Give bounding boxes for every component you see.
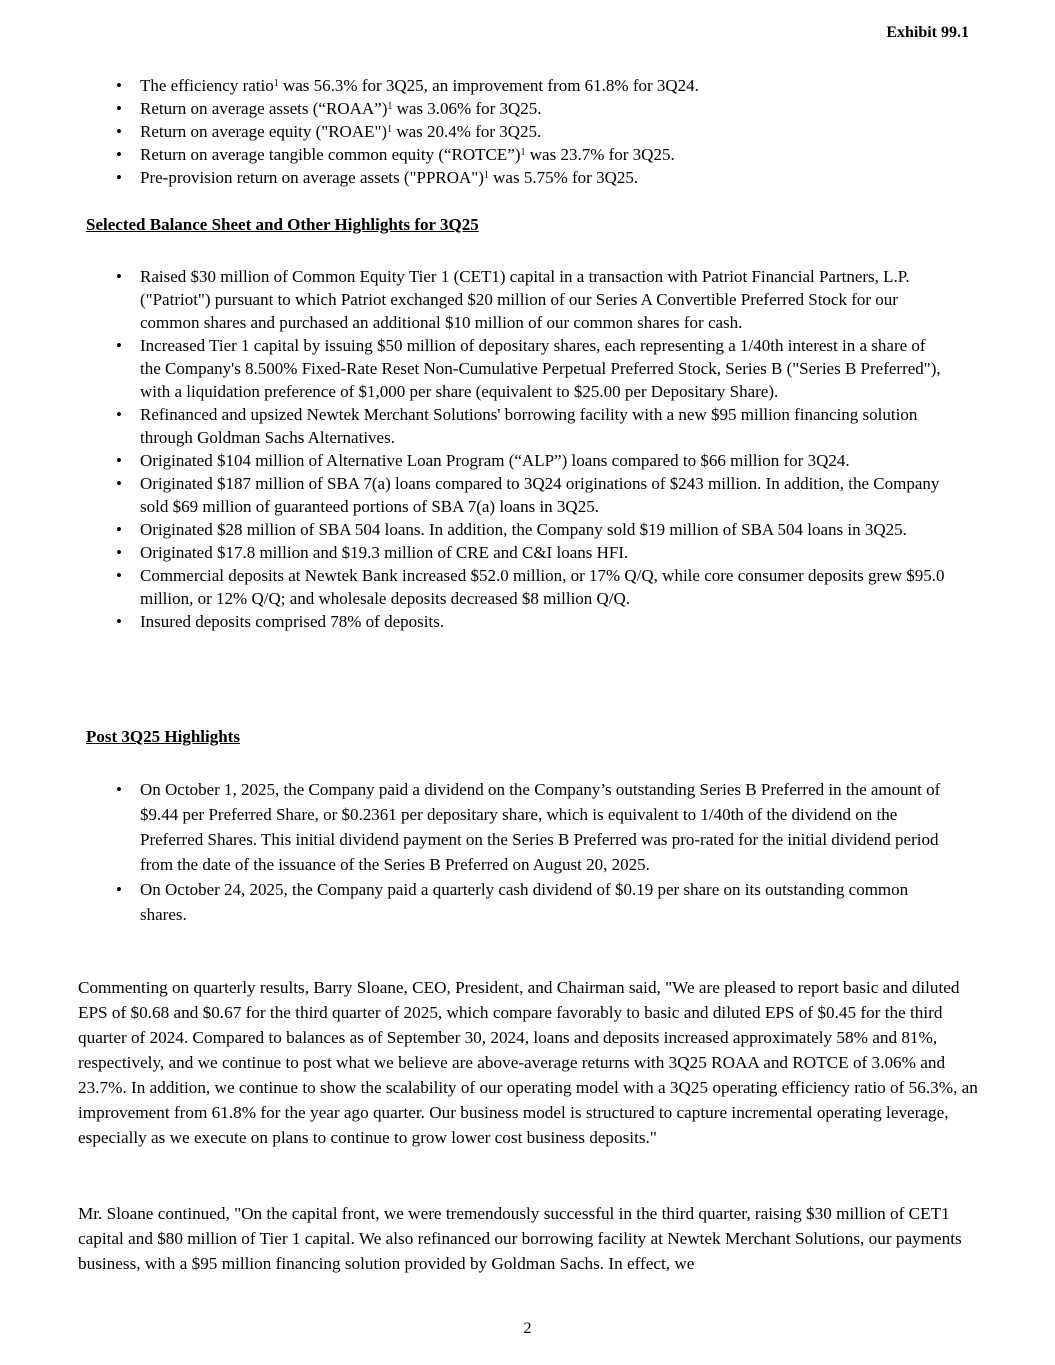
bullet-text: was 23.7% for 3Q25.: [525, 145, 675, 164]
bullet-text: Return on average assets (“ROAA”): [140, 99, 388, 118]
bullet-glyph: •: [116, 566, 122, 585]
balance-item: [0, 449, 1055, 472]
balance-item: [0, 265, 1055, 334]
footnote-marker: 1: [520, 147, 526, 158]
bullet-glyph: •: [116, 405, 122, 424]
bullet-glyph: •: [116, 520, 122, 539]
balance-sheet-list: [0, 265, 1055, 633]
bullet-text: Refinanced and upsized Newtek Merchant Solutions' borrowing facility with a new $95 million financing solution through Goldman Sachs Alternatives.: [140, 405, 918, 447]
bullet-glyph: •: [116, 76, 122, 95]
ceo-commentary-paragraph: Commenting on quarterly results, Barry Sloane, CEO, President, and Chairman said, "We are pleased to report basic and diluted EPS of $0.68 and $0.67 for the third quarter of 2025, which compare favorably to basic and diluted EPS of $0.45 for the third quarter of 2024. Compared to balances as of September 30, 2024, loans and deposits increased approximately 58% and 81%, respectively, and we continue to post what we believe are above-average returns with 3Q25 ROAA and ROTCE of 3.06% and 23.7%. In addition, we continue to show the scalability of our operating model with a 3Q25 operating efficiency ratio of 56.3%, an improvement from 61.8% for the year ago quarter. Our business model is structured to capture incremental operating leverage, especially as we execute on plans to continue to grow lower cost business deposits.": [78, 978, 978, 1147]
bullet-glyph: •: [116, 145, 122, 164]
bullet-text: Originated $17.8 million and $19.3 million of CRE and C&I loans HFI.: [140, 543, 629, 562]
balance-item: [0, 564, 1055, 610]
bullet-glyph: •: [116, 780, 122, 799]
bullet-glyph: •: [116, 612, 122, 631]
key-metrics-list: [0, 74, 1055, 189]
bullet-text: Originated $187 million of SBA 7(a) loans compared to 3Q24 originations of $243 million. In addition, the Company sold $69 million of guaranteed portions of SBA 7(a) loans in 3Q25.: [140, 474, 940, 516]
bullet-glyph: •: [116, 168, 122, 187]
footnote-marker: 1: [387, 124, 393, 135]
footnote-marker: 1: [273, 78, 279, 89]
bullet-text: Return on average tangible common equity (“ROTCE”): [140, 145, 521, 164]
metric-item: [0, 97, 1055, 120]
footnote-marker: 1: [483, 170, 489, 181]
bullet-text: Originated $28 million of SBA 504 loans. In addition, the Company sold $19 million of SBA 504 loans in 3Q25.: [140, 520, 907, 539]
bullet-glyph: •: [116, 880, 122, 899]
balance-item: [0, 541, 1055, 564]
balance-item: [0, 472, 1055, 518]
bullet-text: Raised $30 million of Common Equity Tier 1 (CET1) capital in a transaction with Patriot Financial Partners, L.P. ("Patriot") pursuant to which Patriot exchanged $20 million of our Series A Convertible Preferred Stock for our common shares and purchased an additional $10 million of our common shares for cash.: [140, 267, 910, 332]
metric-item: [0, 120, 1055, 143]
bullet-glyph: •: [116, 99, 122, 118]
balance-item: [0, 518, 1055, 541]
bullet-glyph: •: [116, 336, 122, 355]
bullet-text: The efficiency ratio: [140, 76, 274, 95]
bullet-glyph: •: [116, 122, 122, 141]
bullet-text: Return on average equity ("ROAE"): [140, 122, 388, 141]
metric-item: [0, 74, 1055, 97]
bullet-text: On October 24, 2025, the Company paid a quarterly cash dividend of $0.19 per share on its outstanding common shares.: [140, 880, 909, 924]
bullet-text: Insured deposits comprised 78% of deposits.: [140, 612, 445, 631]
bullet-glyph: •: [116, 267, 122, 286]
bullet-text: On October 1, 2025, the Company paid a dividend on the Company’s outstanding Series B Preferred in the amount of $9.44 per Preferred Share, or $0.2361 per depositary share, which is equivalent to 1/40th of the dividend on the Preferred Shares. This initial dividend payment on the Series B Preferred was pro-rated for the initial dividend period from the date of the issuance of the Series B Preferred on August 20, 2025.: [140, 780, 941, 874]
post-item: [0, 877, 1055, 927]
post-highlights-heading: Post 3Q25 Highlights: [86, 727, 240, 746]
bullet-text: was 5.75% for 3Q25.: [488, 168, 639, 187]
bullet-text: Originated $104 million of Alternative Loan Program (“ALP”) loans compared to $66 million for 3Q24.: [140, 451, 850, 470]
balance-sheet-heading: Selected Balance Sheet and Other Highlights for 3Q25: [86, 215, 479, 234]
bullet-text: Increased Tier 1 capital by issuing $50 million of depositary shares, each representing a 1/40th interest in a share of the Company's 8.500% Fixed-Rate Reset Non-Cumulative Perpetual Preferred Stock, Series B ("Series B Preferred"), with a liquidation preference of $1,000 per share (equivalent to $25.00 per Depositary Share).: [140, 336, 941, 401]
page-number: 2: [523, 1320, 532, 1337]
bullet-text: was 3.06% for 3Q25.: [392, 99, 542, 118]
footnote-marker: 1: [387, 101, 393, 112]
post-item: [0, 777, 1055, 877]
exhibit-label: Exhibit 99.1: [886, 24, 969, 41]
bullet-text: was 56.3% for 3Q25, an improvement from 61.8% for 3Q24.: [278, 76, 699, 95]
bullet-text: Commercial deposits at Newtek Bank increased $52.0 million, or 17% Q/Q, while core consumer deposits grew $95.0 million, or 12% Q/Q; and wholesale deposits decreased $8 million Q/Q.: [140, 566, 945, 608]
bullet-glyph: •: [116, 451, 122, 470]
bullet-text: Pre-provision return on average assets ("PPROA"): [140, 168, 484, 187]
bullet-glyph: •: [116, 474, 122, 493]
post-highlights-list: [0, 777, 1055, 927]
balance-item: [0, 334, 1055, 403]
bullet-text: was 20.4% for 3Q25.: [392, 122, 542, 141]
metric-item: [0, 166, 1055, 189]
balance-item: [0, 610, 1055, 633]
balance-item: [0, 403, 1055, 449]
metric-item: [0, 143, 1055, 166]
capital-commentary-paragraph: Mr. Sloane continued, "On the capital front, we were tremendously successful in the third quarter, raising $30 million of CET1 capital and $80 million of Tier 1 capital. We also refinanced our borrowing facility at Newtek Merchant Solutions, our payments business, with a $95 million financing solution provided by Goldman Sachs. In effect, we: [78, 1204, 962, 1273]
bullet-glyph: •: [116, 543, 122, 562]
